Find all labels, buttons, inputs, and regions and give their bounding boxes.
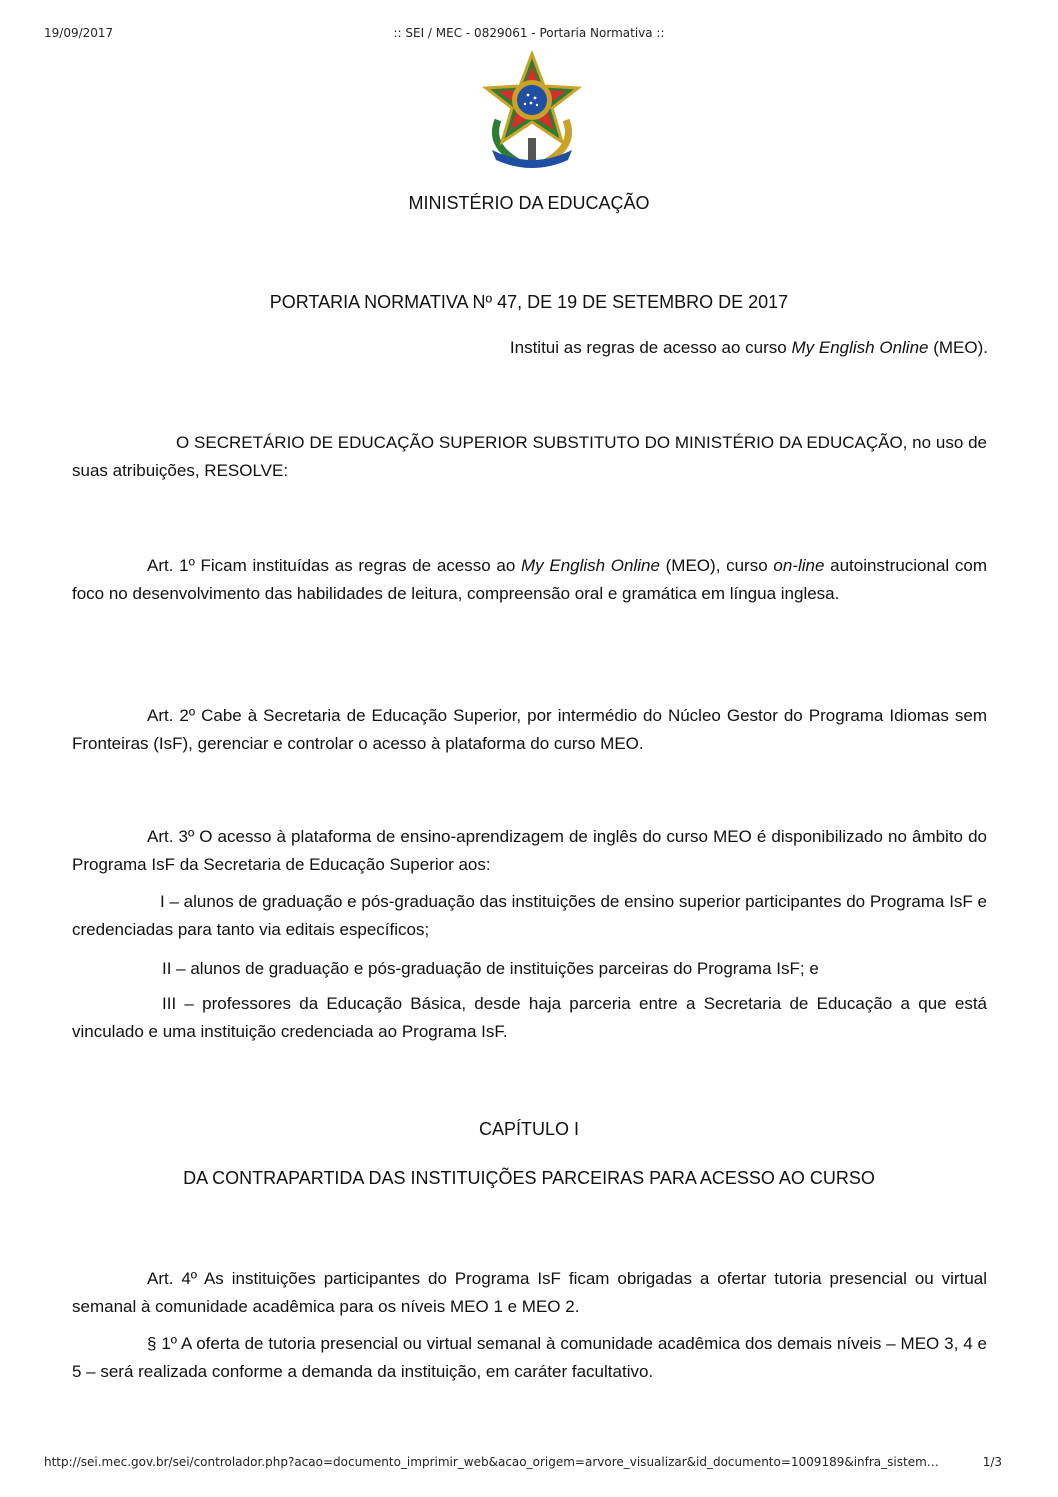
article-3-item-1: I – alunos de graduação e pós-graduação das instituições de ensino superior participantes do Programa IsF e credenciadas para tanto via editais específicos; xyxy=(72,892,987,939)
article-2: Art. 2º Cabe à Secretaria de Educação Superior, por intermédio do Núcleo Gestor do Programa Idiomas sem Fronteiras (IsF), gerenciar e controlar o acesso à plataforma do curso MEO. xyxy=(72,706,987,753)
brazil-coat-of-arms-icon xyxy=(478,50,586,168)
article-3: Art. 3º O acesso à plataforma de ensino-aprendizagem de inglês do curso MEO é disponibilizado no âmbito do Programa IsF da Secretaria de Educação Superior aos: xyxy=(72,827,987,874)
portaria-title: PORTARIA NORMATIVA Nº 47, DE 19 DE SETEMBRO DE 2017 xyxy=(269,292,789,312)
article-3-item-3: III – professores da Educação Básica, desde haja parceria entre a Secretaria de Educação a que está vinculado e uma instituição credenciada ao Programa IsF. xyxy=(72,994,987,1041)
ministry-heading: MINISTÉRIO DA EDUCAÇÃO xyxy=(408,193,650,213)
chapter-heading: CAPÍTULO I xyxy=(478,1119,580,1139)
preamble: O SECRETÁRIO DE EDUCAÇÃO SUPERIOR SUBSTITUTO DO MINISTÉRIO DA EDUCAÇÃO, no uso de suas atribuições, RESOLVE: xyxy=(72,433,987,480)
page-number: 1/3 xyxy=(982,1455,1002,1469)
article-4: Art. 4º As instituições participantes do Programa IsF ficam obrigadas a ofertar tutoria presencial ou virtual semanal à comunidade acadêmica para os níveis MEO 1 e MEO 2. xyxy=(72,1269,987,1316)
chapter-title: DA CONTRAPARTIDA DAS INSTITUIÇÕES PARCEIRAS PARA ACESSO AO CURSO xyxy=(183,1168,875,1188)
print-url: http://sei.mec.gov.br/sei/controlador.php?acao=documento_imprimir_web&acao_origem=arvore_visualizar&id_documento=1009189&infra_sistem… xyxy=(44,1455,939,1469)
print-date: 19/09/2017 xyxy=(44,26,114,40)
article-3-item-2: II – alunos de graduação e pós-graduação de instituições parceiras do Programa IsF; e xyxy=(162,959,819,978)
print-page-title: :: SEI / MEC - 0829061 - Portaria Normativa :: xyxy=(393,26,665,40)
ementa: Institui as regras de acesso ao curso My English Online (MEO). xyxy=(509,338,988,357)
article-1: Art. 1º Ficam instituídas as regras de acesso ao My English Online (MEO), curso on-line autoinstrucional com foco no desenvolvimento das habilidades de leitura, compreensão oral e gramática em língua inglesa. xyxy=(72,556,987,603)
article-4-paragraph-1: § 1º A oferta de tutoria presencial ou virtual semanal à comunidade acadêmica dos demais níveis – MEO 3, 4 e 5 – será realizada conforme a demanda da instituição, em caráter facultativo. xyxy=(72,1334,987,1381)
